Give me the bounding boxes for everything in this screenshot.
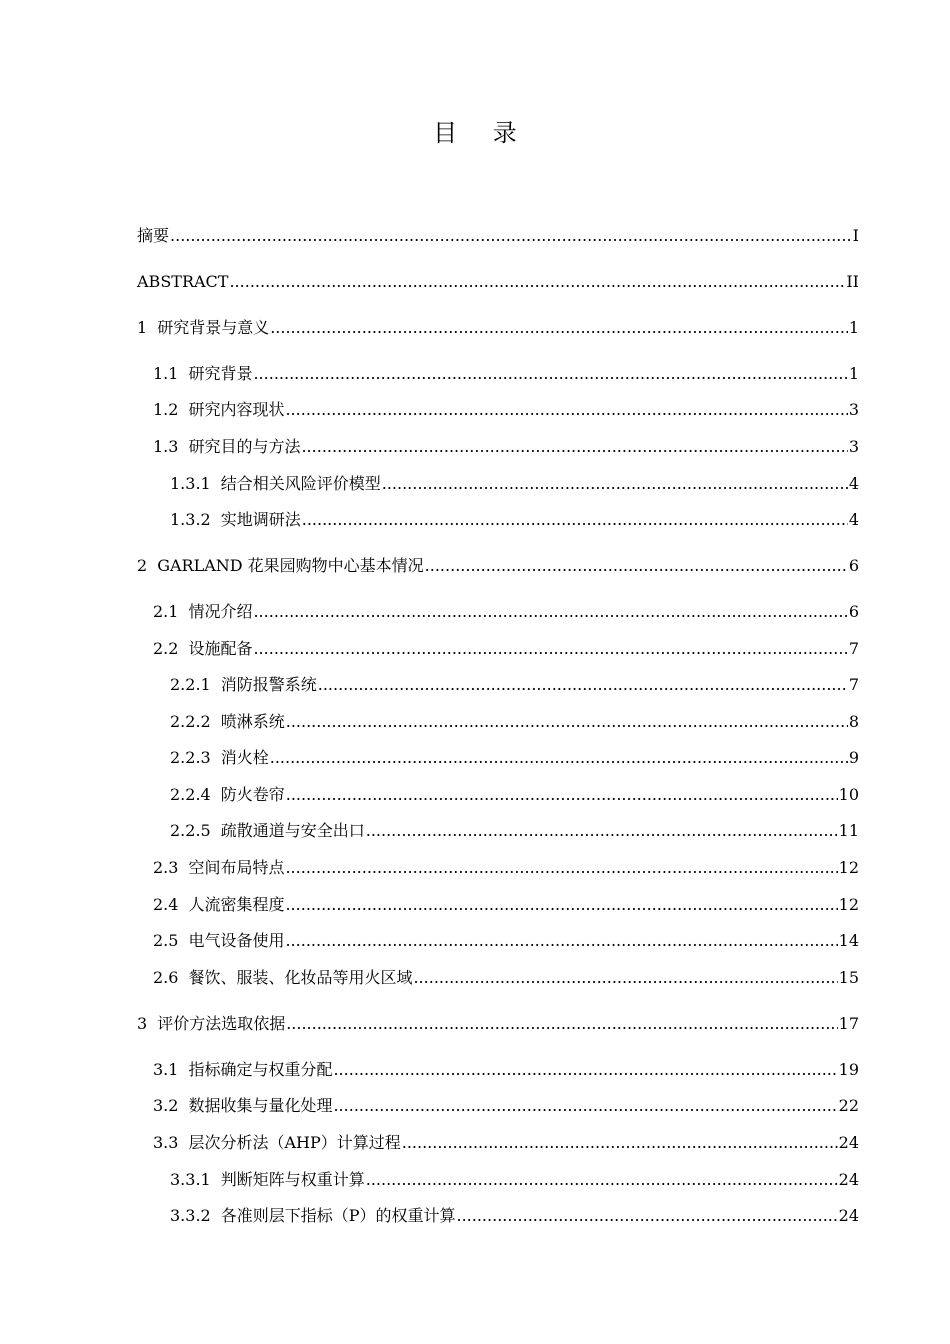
toc-entry-label: 餐饮、服装、化妆品等用火区域 xyxy=(188,968,413,987)
toc-entry-label: 消火栓 xyxy=(220,748,269,767)
toc-leader-dots xyxy=(457,1205,838,1227)
toc-leader-dots xyxy=(253,601,847,623)
toc-entry-number: 2.3 xyxy=(153,858,179,877)
toc-entry-page: 24 xyxy=(838,1170,859,1189)
toc-entry-label: 防火卷帘 xyxy=(220,785,285,804)
toc-entry-page: 24 xyxy=(838,1206,859,1225)
toc-leader-dots xyxy=(285,399,847,421)
toc-entry-section-1-3[interactable] xyxy=(153,436,859,458)
toc-entry-subsection-2-2-3[interactable] xyxy=(170,747,859,769)
toc-entry-page: 3 xyxy=(848,437,859,456)
toc-entry-number: 3.3.1 xyxy=(170,1170,211,1189)
toc-leader-dots xyxy=(170,225,852,247)
toc-entry-label: 结合相关风险评价模型 xyxy=(220,474,381,493)
toc-entry-subsection-1-3-1[interactable] xyxy=(170,473,859,495)
toc-entry-number: 2 xyxy=(137,556,148,575)
toc-entry-page: 15 xyxy=(838,968,859,987)
toc-leader-dots xyxy=(285,930,837,952)
toc-entry-label: 情况介绍 xyxy=(188,602,253,621)
toc-entry-page: 4 xyxy=(848,510,859,529)
toc-entry-page: 9 xyxy=(848,748,859,767)
toc-entry-label: 疏散通道与安全出口 xyxy=(220,821,365,840)
toc-entry-label: ABSTRACT xyxy=(137,272,229,291)
toc-entry-number: 2.2.5 xyxy=(170,821,211,840)
toc-entry-page: I xyxy=(852,226,859,245)
toc-entry-label: 研究目的与方法 xyxy=(188,437,301,456)
toc-entry-number: 3.1 xyxy=(153,1060,179,1079)
toc-entry-number: 2.2.2 xyxy=(170,712,211,731)
toc-entry-number: 1.3.1 xyxy=(170,474,211,493)
toc-entry-page: 17 xyxy=(838,1014,859,1033)
toc-entry-chapter-3[interactable] xyxy=(137,1013,859,1035)
toc-leader-dots xyxy=(286,1013,837,1035)
toc-leader-dots xyxy=(229,271,845,293)
toc-entry-section-2-4[interactable] xyxy=(153,894,859,916)
toc-entry-number: 2.2.1 xyxy=(170,675,211,694)
toc-entry-label: 消防报警系统 xyxy=(220,675,317,694)
toc-leader-dots xyxy=(301,436,847,458)
toc-entry-abstract-cn[interactable] xyxy=(137,225,859,247)
toc-entry-page: II xyxy=(846,272,859,291)
toc-entry-section-1-1[interactable] xyxy=(153,363,859,385)
toc-entry-section-3-3[interactable] xyxy=(153,1132,859,1154)
toc-leader-dots xyxy=(366,820,838,842)
toc-entry-label: 指标确定与权重分配 xyxy=(188,1060,333,1079)
toc-entry-subsection-2-2-4[interactable] xyxy=(170,784,859,806)
toc-leader-dots xyxy=(285,857,837,879)
toc-entry-number: 1 xyxy=(137,318,148,337)
toc-entry-page: 8 xyxy=(848,712,859,731)
toc-leader-dots xyxy=(286,711,848,733)
toc-entry-page: 24 xyxy=(838,1133,859,1152)
toc-entry-subsection-1-3-2[interactable] xyxy=(170,509,859,531)
toc-entry-page: 1 xyxy=(848,318,859,337)
toc-entry-page: 12 xyxy=(838,895,859,914)
toc-entry-number: 2.2.4 xyxy=(170,785,211,804)
page-title: 目 录 xyxy=(433,119,531,147)
toc-entry-label: 人流密集程度 xyxy=(188,895,285,914)
toc-entry-chapter-1[interactable] xyxy=(137,317,859,339)
toc-leader-dots xyxy=(253,638,847,660)
toc-entry-label: 电气设备使用 xyxy=(188,931,285,950)
toc-entry-label: 研究背景 xyxy=(188,364,253,383)
toc-entry-section-2-1[interactable] xyxy=(153,601,859,623)
toc-entry-page: 11 xyxy=(838,821,859,840)
toc-entry-number: 1.3.2 xyxy=(170,510,211,529)
toc-entry-page: 22 xyxy=(838,1096,859,1115)
toc-entry-page: 7 xyxy=(848,639,859,658)
toc-entry-page: 3 xyxy=(848,400,859,419)
toc-entry-label: 空间布局特点 xyxy=(188,858,285,877)
toc-leader-dots xyxy=(285,894,837,916)
toc-entry-page: 12 xyxy=(838,858,859,877)
toc-leader-dots xyxy=(318,674,848,696)
toc-leader-dots xyxy=(302,509,848,531)
toc-entry-page: 7 xyxy=(848,675,859,694)
toc-entry-label: 研究内容现状 xyxy=(188,400,285,419)
toc-leader-dots xyxy=(270,317,848,339)
toc-leader-dots xyxy=(333,1059,837,1081)
toc-entry-label: 设施配备 xyxy=(188,639,253,658)
toc-leader-dots xyxy=(253,363,847,385)
toc-entry-number: 3.3.2 xyxy=(170,1206,211,1225)
toc-entry-number: 1.1 xyxy=(153,364,179,383)
toc-entry-page: 10 xyxy=(838,785,859,804)
toc-leader-dots xyxy=(270,747,848,769)
toc-entry-number: 2.1 xyxy=(153,602,179,621)
toc-leader-dots xyxy=(382,473,848,495)
toc-entry-subsection-3-3-2[interactable] xyxy=(170,1205,859,1227)
toc-entry-number: 3.3 xyxy=(153,1133,179,1152)
toc-entry-label: 判断矩阵与权重计算 xyxy=(220,1170,365,1189)
toc-entry-label: 数据收集与量化处理 xyxy=(188,1096,333,1115)
toc-entry-number: 1.3 xyxy=(153,437,179,456)
toc-entry-label: 喷淋系统 xyxy=(220,712,285,731)
toc-leader-dots xyxy=(402,1132,838,1154)
toc-entry-abstract-en[interactable] xyxy=(137,271,859,293)
toc-entry-number: 2.6 xyxy=(153,968,179,987)
toc-leader-dots xyxy=(413,967,837,989)
toc-leader-dots xyxy=(333,1095,837,1117)
toc-entry-subsection-2-2-1[interactable] xyxy=(170,674,859,696)
toc-entry-chapter-2[interactable] xyxy=(137,555,859,577)
toc-entry-number: 2.2.3 xyxy=(170,748,211,767)
toc-entry-page: 1 xyxy=(848,364,859,383)
toc-entry-label: 实地调研法 xyxy=(220,510,301,529)
toc-entry-page: 14 xyxy=(838,931,859,950)
toc-entry-label: 各准则层下指标（P）的权重计算 xyxy=(220,1206,456,1225)
toc-entry-section-3-1[interactable] xyxy=(153,1059,859,1081)
toc-entry-section-2-5[interactable] xyxy=(153,930,859,952)
toc-entry-page: 6 xyxy=(848,556,859,575)
toc-entry-page: 19 xyxy=(838,1060,859,1079)
toc-entry-number: 2.5 xyxy=(153,931,179,950)
toc-entry-section-2-3[interactable] xyxy=(153,857,859,879)
toc-entry-number: 1.2 xyxy=(153,400,179,419)
toc-entry-section-3-2[interactable] xyxy=(153,1095,859,1117)
toc-leader-dots xyxy=(286,784,838,806)
toc-entry-section-2-6[interactable] xyxy=(153,967,859,989)
toc-entry-number: 3.2 xyxy=(153,1096,179,1115)
toc-entry-label: GARLAND 花果园购物中心基本情况 xyxy=(157,556,424,575)
toc-entry-label: 摘要 xyxy=(137,226,170,245)
toc-entry-label: 研究背景与意义 xyxy=(157,318,270,337)
toc-entry-number: 3 xyxy=(137,1014,148,1033)
toc-entry-number: 2.2 xyxy=(153,639,179,658)
toc-entry-label: 层次分析法（AHP）计算过程 xyxy=(188,1133,401,1152)
toc-entry-page: 6 xyxy=(848,602,859,621)
toc-entry-section-2-2[interactable] xyxy=(153,638,859,660)
toc-entry-subsection-2-2-5[interactable] xyxy=(170,820,859,842)
toc-entry-subsection-3-3-1[interactable] xyxy=(170,1169,859,1191)
toc-leader-dots xyxy=(425,555,848,577)
toc-entry-section-1-2[interactable] xyxy=(153,399,859,421)
toc-entry-number: 2.4 xyxy=(153,895,179,914)
toc-entry-page: 4 xyxy=(848,474,859,493)
toc-entry-label: 评价方法选取依据 xyxy=(157,1014,286,1033)
toc-leader-dots xyxy=(366,1169,838,1191)
toc-entry-subsection-2-2-2[interactable] xyxy=(170,711,859,733)
